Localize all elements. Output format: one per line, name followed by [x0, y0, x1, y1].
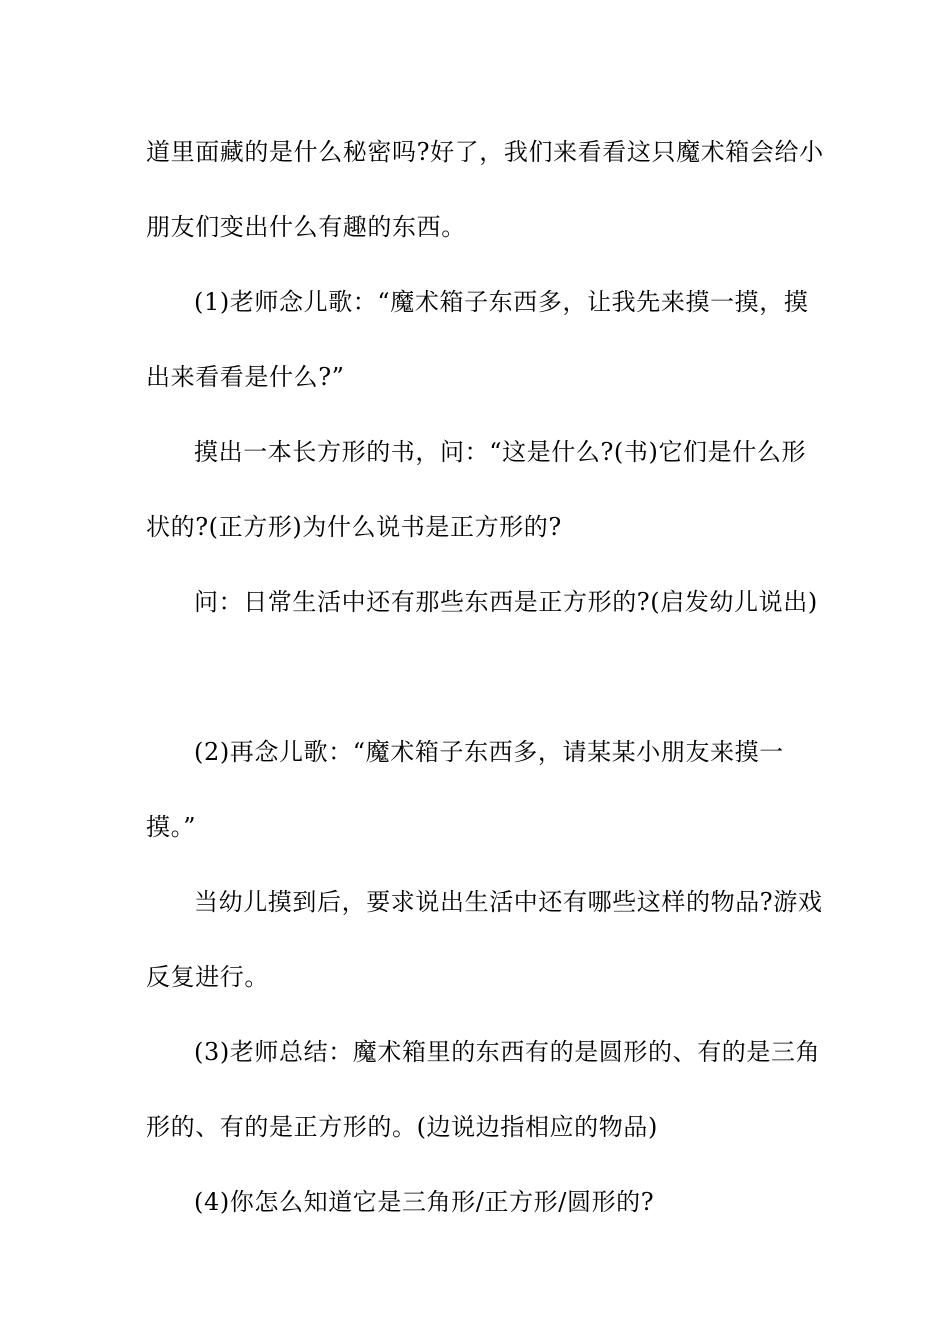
paragraph-line: (4)你怎么知道它是三角形/正方形/圆形的?: [194, 1188, 655, 1216]
paragraph-line: 摸出一本长方形的书，问：“这是什么?(书)它们是什么形: [194, 438, 807, 466]
paragraph-line: 状的?(正方形)为什么说书是正方形的?: [146, 513, 562, 541]
paragraph-line: (3)老师总结：魔术箱里的东西有的是圆形的、有的是三角: [194, 1038, 821, 1066]
paragraph-line: 反复进行。: [146, 963, 269, 991]
paragraph-line: 道里面藏的是什么秘密吗?好了，我们来看看这只魔术箱会给小: [146, 138, 824, 166]
paragraph-line: (2)再念儿歌：“魔术箱子东西多，请某某小朋友来摸一: [194, 738, 784, 766]
paragraph-line: (1)老师念儿歌：“魔术箱子东西多，让我先来摸一摸，摸: [194, 288, 809, 316]
paragraph-line: 形的、有的是正方形的。(边说边指相应的物品): [146, 1113, 658, 1141]
paragraph-line: 出来看看是什么?”: [146, 363, 345, 391]
paragraph-line: 问：日常生活中还有那些东西是正方形的?(启发幼儿说出): [194, 588, 818, 616]
paragraph-line: 摸。”: [146, 813, 197, 841]
paragraph-line: 当幼儿摸到后，要求说出生活中还有哪些这样的物品?游戏: [194, 888, 823, 916]
paragraph-line: 朋友们变出什么有趣的东西。: [146, 213, 466, 241]
